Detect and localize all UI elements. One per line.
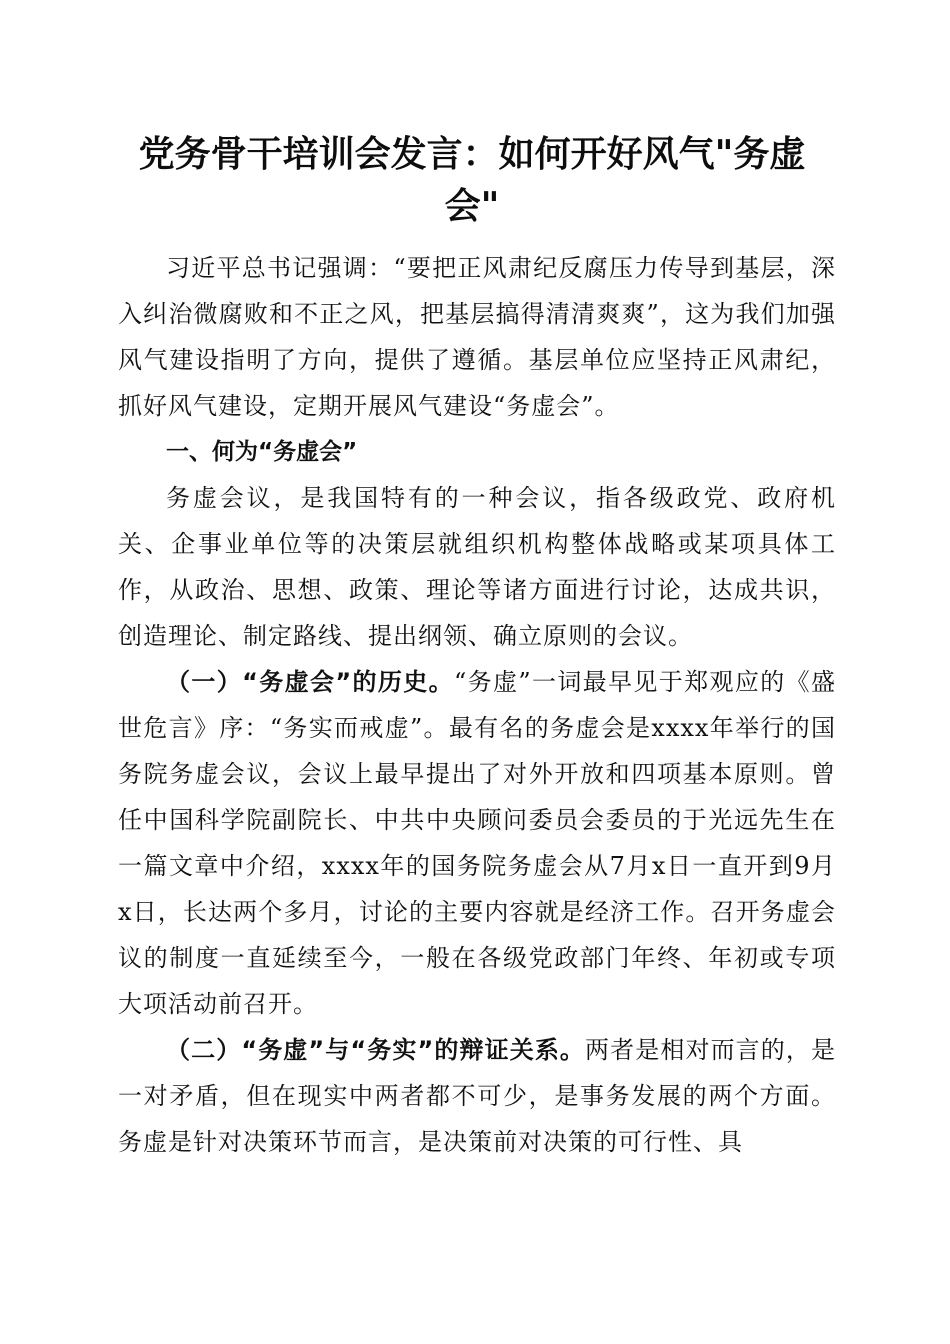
definition-paragraph xyxy=(118,475,836,659)
paragraph-text: 两者是相对而言的，是一对矛盾，但在现实中两者都不可少，是事务发展的两个方面。务虚是针对决策环节而言，是决策前对决策的可行性、具 xyxy=(118,1036,836,1156)
paragraph-text: “务虚”一词最早见于郑观应的《盛世危言》序：“务实而戒虚”。最有名的务虚会是xxxx年举行的国务院务虚会议，会议上最早提出了对外开放和四项基本原则。曾任中国科学院副院长、中共中央顾问委员会委员的于光远先生在一篇文章中介绍，xxxx年的国务院务虚会从7月x日一直开到9月x日，长达两个多月，讨论的主要内容就是经济工作。召开务虚会议的制度一直延续至今，一般在各级党政部门年终、年初或专项大项活动前召开。 xyxy=(118,668,836,1018)
section-heading: 一、何为“务虚会” xyxy=(166,439,358,465)
dialectic-paragraph xyxy=(118,1027,836,1165)
paragraph-text: 务虚会议，是我国特有的一种会议，指各级政党、政府机关、企事业单位等的决策层就组织机构整体战略或某项具体工作，从政治、思想、政策、理论等诸方面进行讨论，达成共识，创造理论、制定路线、提出纲领、确立原则的会议。 xyxy=(118,484,836,650)
subsection-lead: （一）“务虚会”的历史。 xyxy=(166,668,454,696)
history-paragraph xyxy=(118,659,836,1027)
subsection-lead: （二）“务虚”与“务实”的辩证关系。 xyxy=(166,1036,586,1064)
document-title: 党务骨干培训会发言：如何开好风气"务虚会" xyxy=(138,133,806,227)
intro-paragraph xyxy=(118,245,836,429)
document-body xyxy=(118,245,836,1165)
paragraph-text: 习近平总书记强调：“要把正风肃纪反腐压力传导到基层，深入纠治微腐败和不正之风，把基层搞得清清爽爽”，这为我们加强风气建设指明了方向，提供了遵循。基层单位应坚持正风肃纪，抓好风气建设，定期开展风气建设“务虚会”。 xyxy=(118,254,836,420)
